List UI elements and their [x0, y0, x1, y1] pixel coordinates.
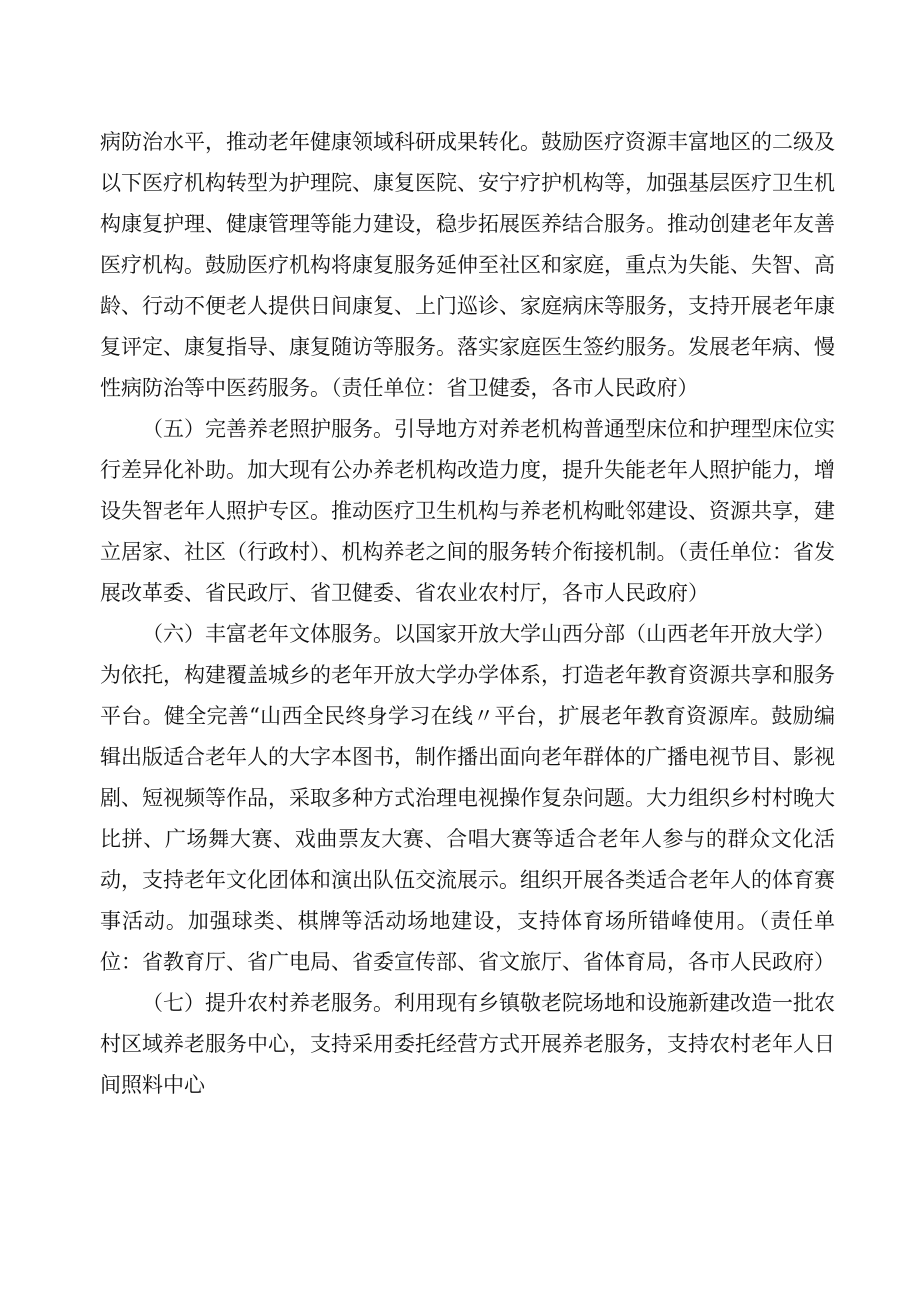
paragraph-continued: 病防治水平，推动老年健康领域科研成果转化。鼓励医疗资源丰富地区的二级及以下医疗机构转型为护理院、康复医院、安宁疗护机构等，加强基层医疗卫生机构康复护理、健康管理等能力建设，稳步拓展医养结合服务。推动创建老年友善医疗机构。鼓励医疗机构将康复服务延伸至社区和家庭，重点为失能、失智、高龄、行动不便老人提供日间康复、上门巡诊、家庭病床等服务，支持开展老年康复评定、康复指导、康复随访等服务。落实家庭医生签约服务。发展老年病、慢性病防治等中医药服务。（责任单位：省卫健委，各市人民政府） — [100, 130, 835, 400]
paragraph-section-6: （六）丰富老年文体服务。以国家开放大学山西分部（山西老年开放大学）为依托，构建覆盖城乡的老年开放大学办学体系，打造老年教育资源共享和服务平台。健全完善“山西全民终身学习在线〃平台，扩展老年教育资源库。鼓励编辑出版适合老年人的大字本图书，制作播出面向老年群体的广播电视节目、影视剧、短视频等作品，采取多种方式治理电视操作复杂问题。大力组织乡村村晚大比拼、广场舞大赛、戏曲票友大赛、合唱大赛等适合老年人参与的群众文化活动，支持老年文化团体和演出队伍交流展示。组织开展各类适合老年人的体育赛事活动。加强球类、棋牌等活动场地建设，支持体育场所错峰使用。（责任单位：省教育厅、省广电局、省委宣传部、省文旅厅、省体育局，各市人民政府） — [100, 622, 835, 974]
paragraph-section-5: （五）完善养老照护服务。引导地方对养老机构普通型床位和护理型床位实行差异化补助。加大现有公办养老机构改造力度，提升失能老年人照护能力，增设失智老年人照护专区。推动医疗卫生机构与养老机构毗邻建设、资源共享，建立居家、社区（行政村）、机构养老之间的服务转介衔接机制。（责任单位：省发展改革委、省民政厅、省卫健委、省农业农村厅，各市人民政府） — [100, 417, 835, 605]
paragraph-section-7: （七）提升农村养老服务。利用现有乡镇敬老院场地和设施新建改造一批农村区域养老服务中心，支持采用委托经营方式开展养老服务，支持农村老年人日间照料中心 — [100, 991, 835, 1097]
document-page — [100, 122, 835, 1106]
